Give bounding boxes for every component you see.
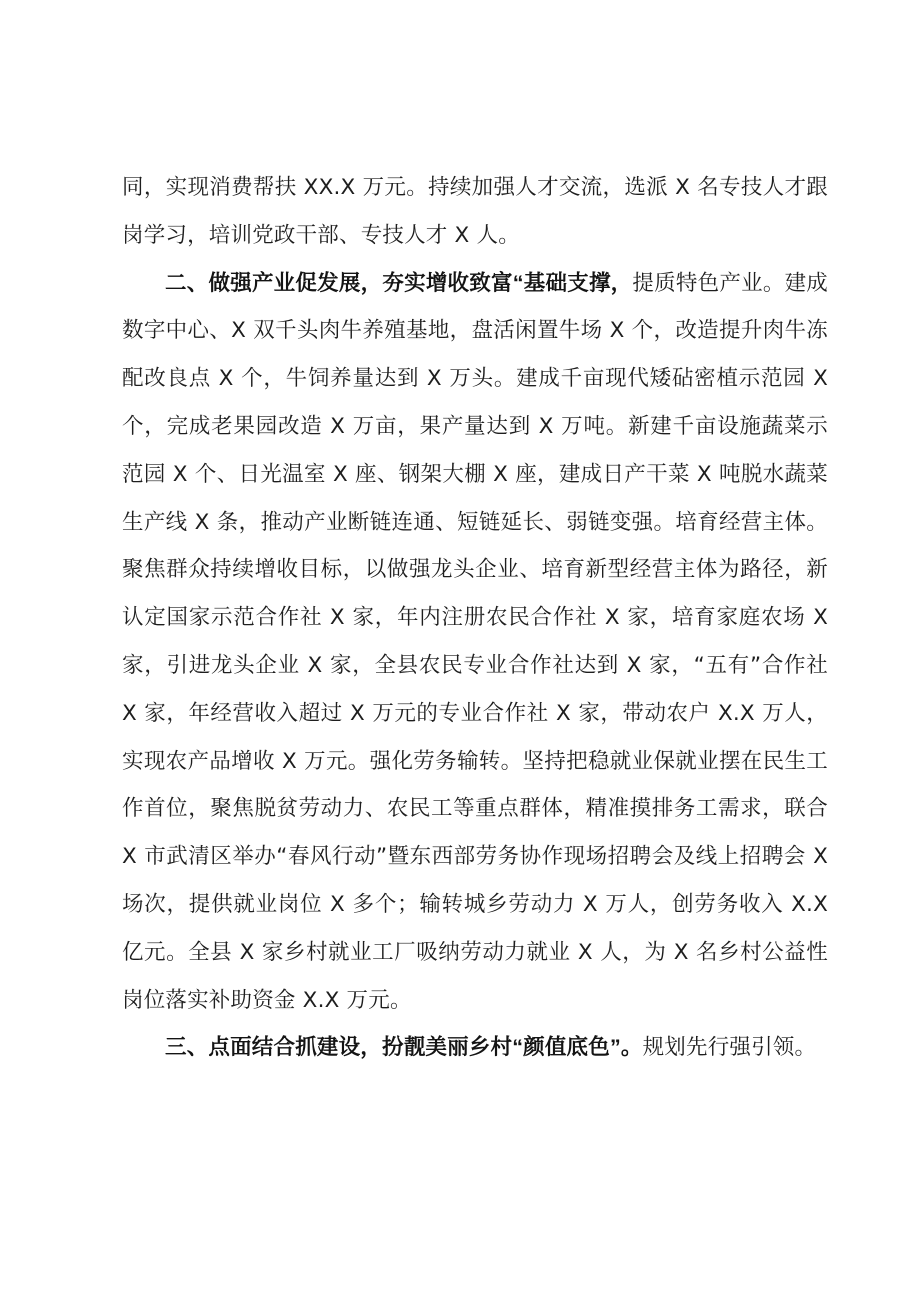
section-three-body: 规划先行强引领。 <box>642 1035 817 1061</box>
document-body <box>122 164 828 1072</box>
section-two-paragraph <box>122 260 828 1025</box>
section-three-heading: 三、点面结合抓建设，扮靓美丽乡村“颜值底色”。 <box>165 1035 643 1060</box>
section-three-paragraph <box>122 1024 828 1072</box>
section-two-body: 提质特色产业。建成数字中心、X 双千头肉牛养殖基地，盘活闲置牛场 X 个，改造提升肉牛冻配改良点 X 个，牛饲养量达到 X 万头。建成千亩现代矮砧密植示范园 X 个，完成老果园改造 X 万亩，果产量达到 X 万吨。新建千亩设施蔬菜示范园 X 个、日光温室 X 座、钢架大棚 X 座，建成日产干菜 X 吨脱水蔬菜生产线 X 条，推动产业断链连通、短链延长、弱链变强。培育经营主体。聚焦群众持续增收目标，以做强龙头企业、培育新型经营主体为路径，新认定国家示范合作社 X 家，年内注册农民合作社 X 家，培育家庭农场 X 家，引进龙头企业 X 家，全县农民专业合作社达到 X 家，“五有”合作社 X 家，年经营收入超过 X 万元的专业合作社 X 家，带动农户 X.X 万人，实现农产品增收 X 万元。强化劳务输转。坚持把稳就业保就业摆在民生工作首位，聚焦脱贫劳动力、农民工等重点群体，精准摸排务工需求，联合 X 市武清区举办“春风行动”暨东西部劳务协作现场招聘会及线上招聘会 X 场次，提供就业岗位 X 多个；输转城乡劳动力 X 万人，创劳务收入 X.X 亿元。全县 X 家乡村就业工厂吸纳劳动力就业 X 人，为 X 名乡村公益性岗位落实补助资金 X.X 万元。 <box>122 270 828 1013</box>
section-two-heading: 二、做强产业促发展，夯实增收致富“基础支撑， <box>165 270 633 295</box>
paragraph-continuation: 同，实现消费帮扶 XX.X 万元。持续加强人才交流，选派 X 名专技人才跟岗学习，培训党政干部、专技人才 X 人。 <box>122 175 828 248</box>
